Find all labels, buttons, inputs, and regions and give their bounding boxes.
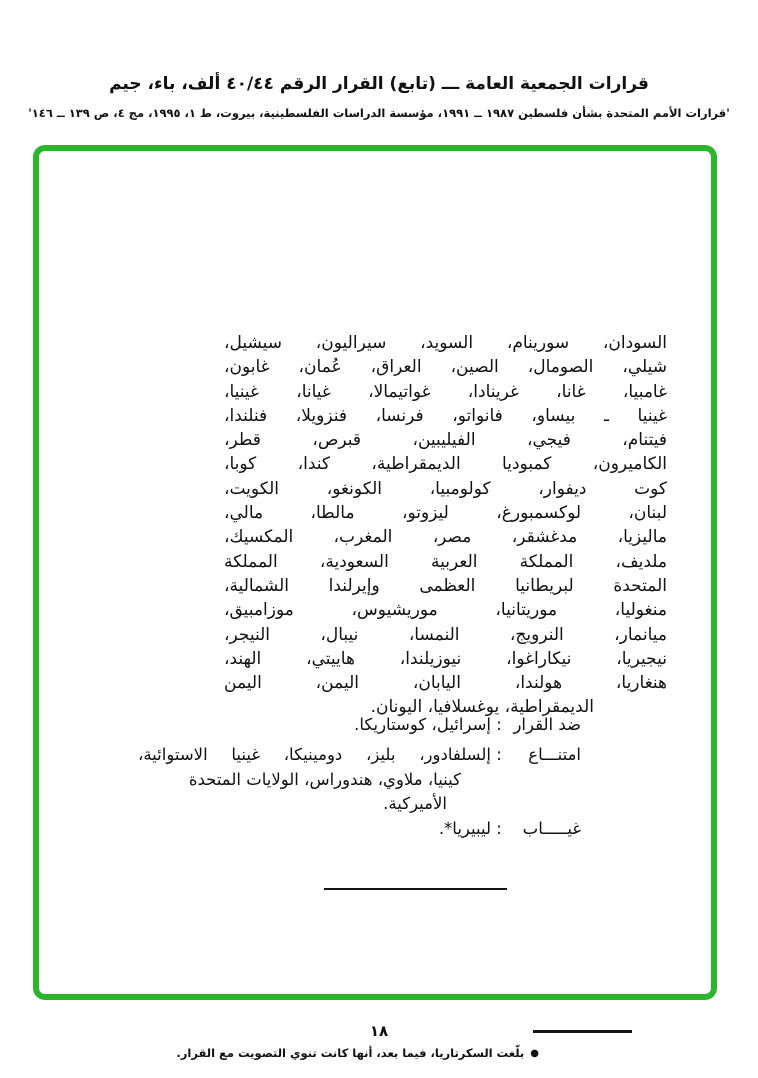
footnote-bullet-icon: ●	[530, 1048, 539, 1059]
abstain-separator: :	[496, 745, 502, 764]
country-list-line: منغوليا، موريتانيا، موريشيوس، موزامبيق،	[224, 600, 667, 621]
footnote-text: بلّغت السكرتاريا، فيما بعد، أنها كانت تنوي التصويت مع القرار.	[176, 1046, 525, 1060]
in-favour-country-list	[224, 331, 667, 720]
country-list-line: ماليزيا، مدغشقر، مصر، المغرب، المكسيك،	[224, 527, 667, 548]
country-list-line: ملديف، المملكة العربية السعودية، المملكة	[224, 551, 667, 572]
abstain-label: امتنـــاع	[528, 745, 581, 764]
country-list-line: فيتنام، فيجي، الفيليبين، قبرص، قطر،	[224, 430, 667, 451]
absent-separator: :	[496, 819, 502, 838]
abstain-row	[138, 743, 581, 817]
country-list-line: هنغاريا، هولندا، اليابان، اليمن، اليمن	[224, 673, 667, 694]
against-separator: :	[496, 715, 502, 734]
against-row	[138, 713, 581, 738]
abstain-countries-line: الأميركية.	[383, 794, 447, 813]
country-list-line: الديمقراطية، يوغسلافيا، اليونان.	[370, 697, 594, 718]
country-list-line: غينيا ـ بيساو، فانواتو، فرنسا، فنزويلا، فنلندا،	[224, 405, 667, 426]
country-list-line: كوت ديفوار، كولومبيا، الكونغو، الكويت،	[224, 478, 667, 499]
country-list-line: المتحدة لبريطانيا العظمى وإيرلندا الشمالية،	[224, 575, 667, 596]
country-list-line: نيجيريا، نيكاراغوا، نيوزيلندا، هاييتي، الهند،	[224, 648, 667, 669]
country-list-line: الكاميرون، كمبوديا الديمقراطية، كندا، كوبا،	[224, 454, 667, 475]
against-label: ضد القرار	[513, 715, 581, 734]
absent-label: غيـــــاب	[522, 819, 581, 838]
absent-countries: ليبيريا*.	[438, 819, 491, 838]
page-number: ١٨	[369, 1022, 389, 1040]
country-list-line: لبنان، لوكسمبورغ، ليزوتو، مالطا، مالي،	[224, 503, 667, 524]
against-countries: إسرائيل، كوستاريكا.	[354, 715, 491, 734]
abstain-countries-line: إلسلفادور، بليز، دومينيكا، غينيا الاستوائية،	[138, 745, 491, 764]
source-citation: 'قرارات الأمم المتحدة بشأن فلسطين ١٩٨٧ ــ ١٩٩١، مؤسسة الدراسات الفلسطينية، بيروت، ط ١، ١٩٩٥، مج ٤، ص ١٣٩ ــ ١٤٦'	[28, 106, 730, 120]
country-list-line: غامبيا، غانا، غرينادا، غواتيمالا، غيانا، غينيا،	[224, 381, 667, 402]
page-title: قرارات الجمعية العامة ـــ (تابع) القرار الرقم ٤٠/٤٤ ألف، باء، جيم	[109, 74, 649, 94]
section-divider-line	[324, 888, 507, 890]
abstain-countries-line: كينيا، ملاوي، هندوراس، الولايات المتحدة	[188, 769, 461, 789]
country-list-line: شيلي، الصومال، الصين، العراق، عُمان، غابون،	[224, 357, 667, 378]
country-list-line: ميانمار، النرويج، النمسا، نيبال، النيجر،	[224, 624, 667, 645]
absent-row	[138, 817, 581, 842]
abstain-countries	[138, 743, 491, 817]
country-list-line: السودان، سورينام، السويد، سيراليون، سيشيل،	[224, 333, 667, 353]
footnote	[109, 1044, 539, 1063]
